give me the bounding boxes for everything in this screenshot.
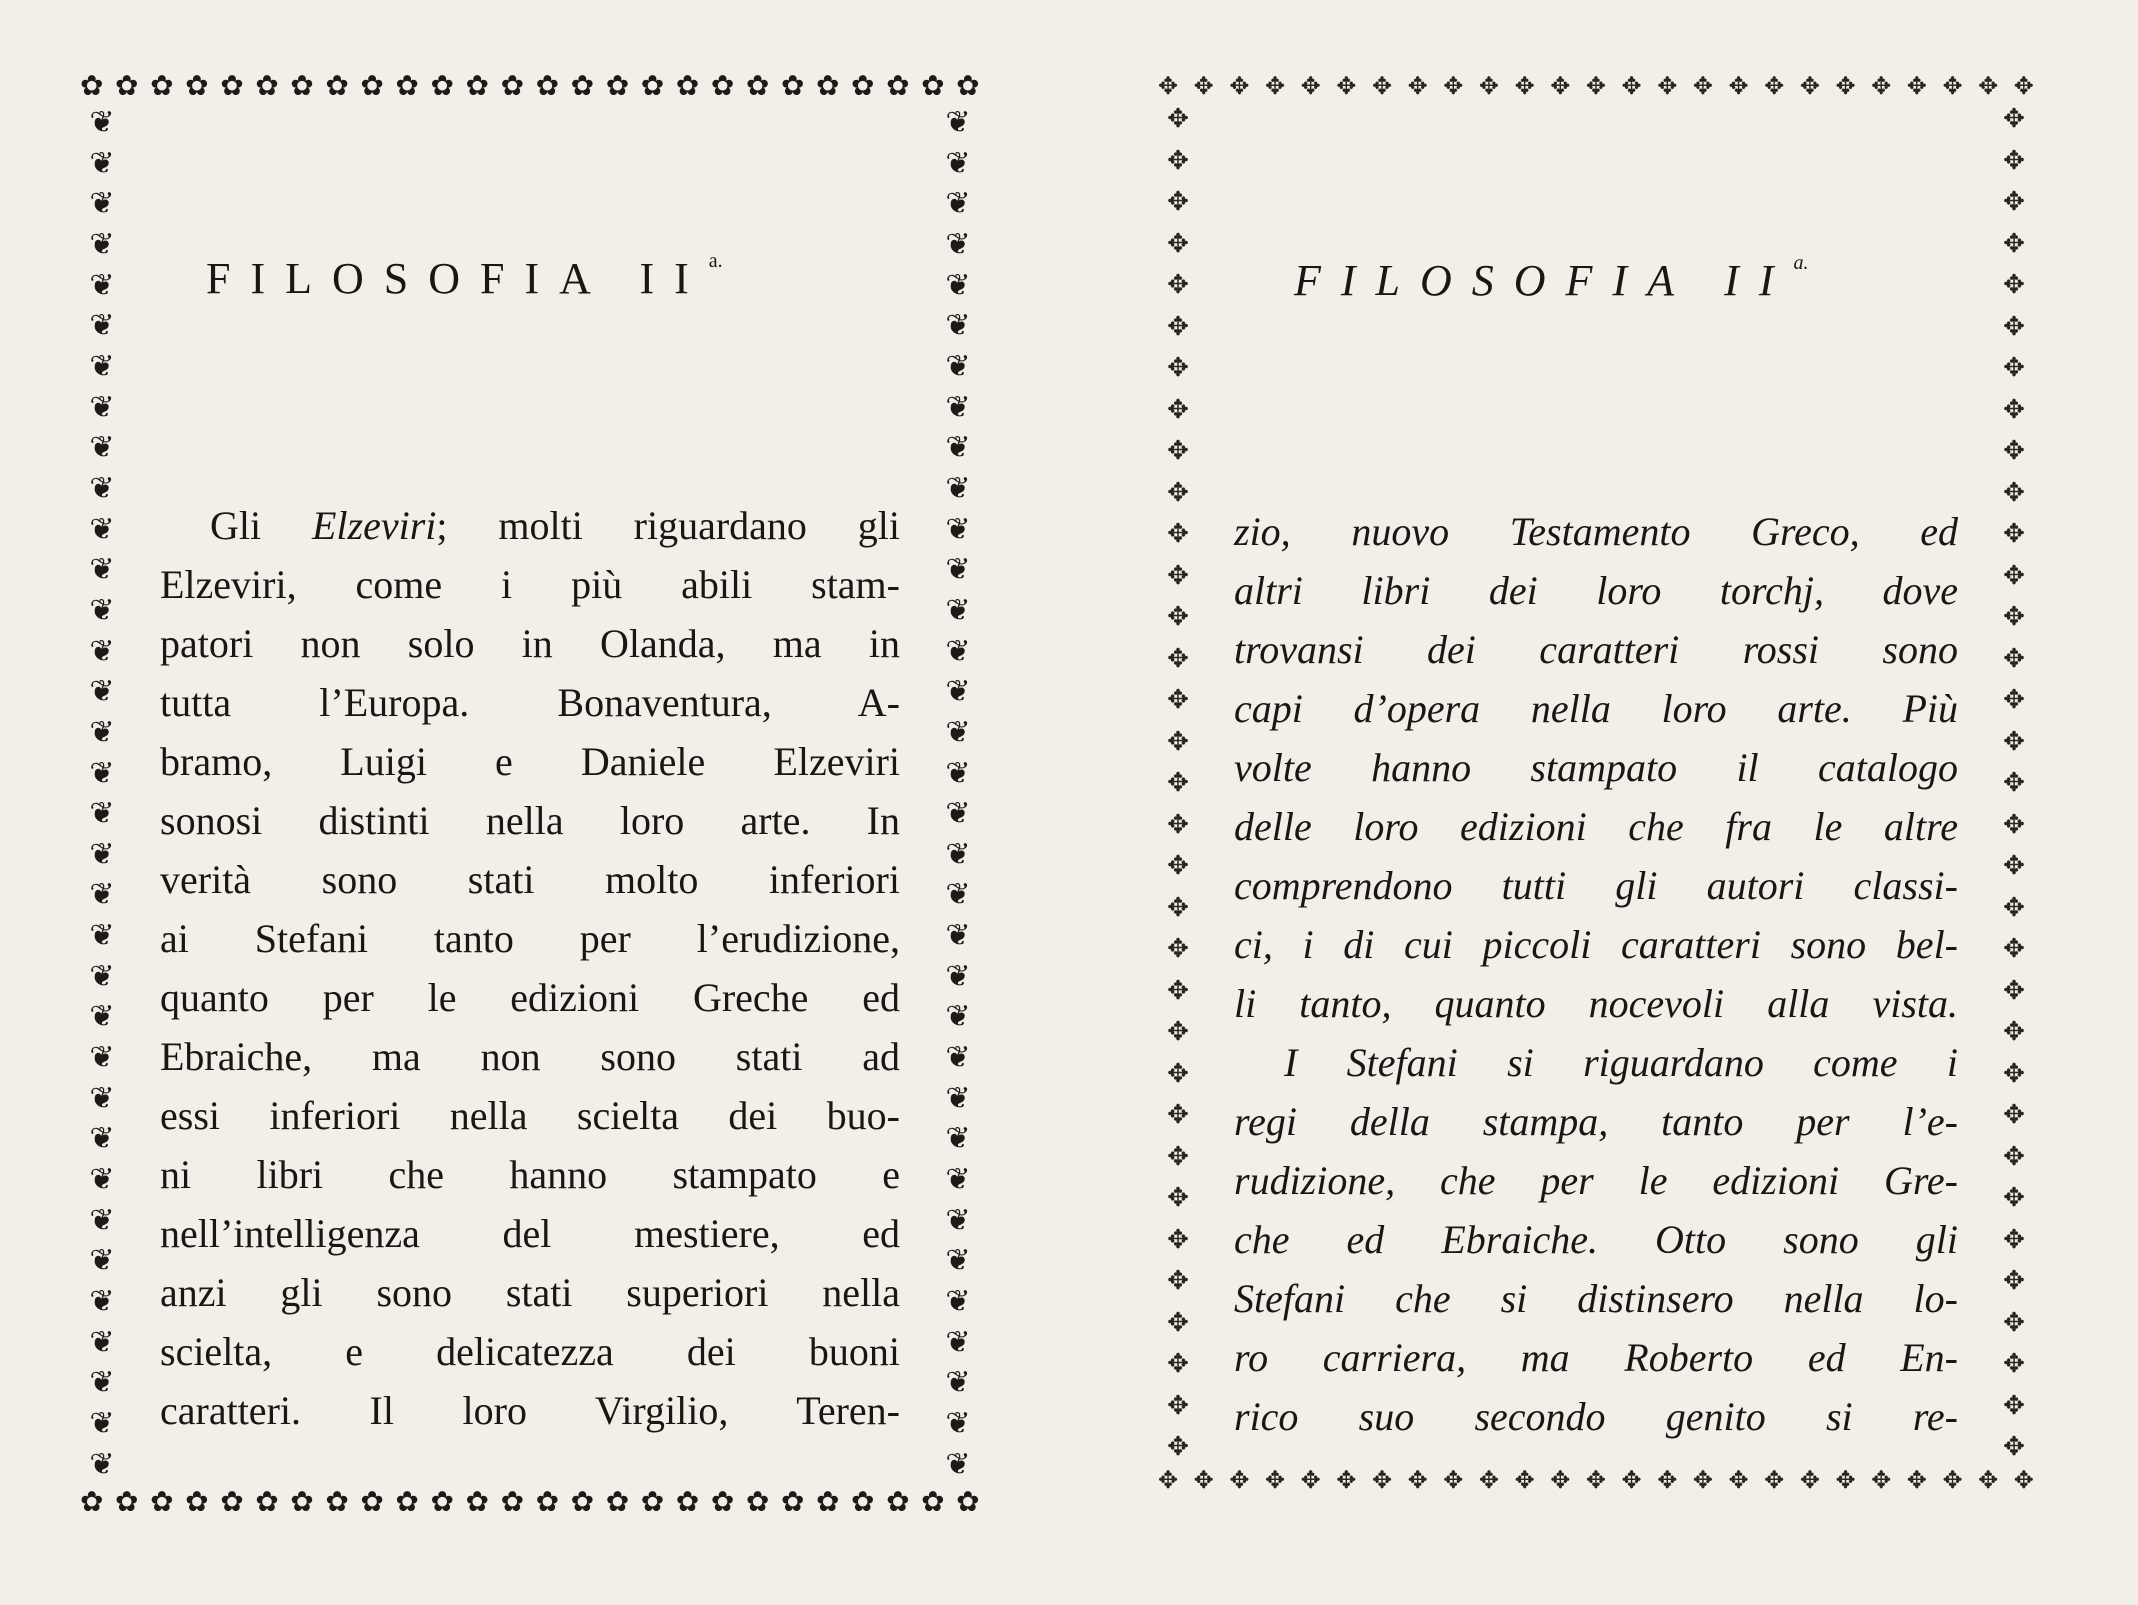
border-ornament-icon: ✿: [325, 69, 349, 102]
border-ornament-icon: ❦: [89, 1040, 115, 1076]
border-ornament-icon: ✿: [220, 69, 244, 102]
border-ornament-icon: ✿: [886, 69, 910, 102]
border-ornament-icon: ✥: [1906, 1466, 1927, 1494]
text-line: Ebraiche, ma non sono stati ad: [160, 1034, 900, 1079]
text-line: Stefani che si distinsero nella lo-: [1234, 1276, 1958, 1321]
border-ornament-icon: ✥: [1167, 1017, 1189, 1047]
border-ornament-icon: ❦: [945, 877, 971, 913]
border-ornament-icon: ✥: [1371, 1466, 1393, 1494]
border-ornament-icon: ✥: [1193, 1466, 1214, 1494]
border-ornament-icon: ✥: [1906, 72, 1927, 100]
border-ornament-icon: ✥: [1167, 477, 1189, 508]
border-ornament-icon: ✥: [1167, 436, 1189, 466]
border-ornament-icon: ❦: [89, 145, 115, 181]
border-ornament-icon: ✥: [1167, 643, 1189, 674]
border-ornament-icon: ❦: [945, 836, 971, 872]
border-ornament-icon: ✥: [2003, 519, 2025, 549]
border-ornament-icon: ✥: [1692, 1466, 1713, 1494]
border-ornament-icon: ✥: [1336, 1466, 1357, 1494]
border-ornament-icon: ✿: [465, 1485, 489, 1518]
right-page-border-bottom: [1158, 1460, 2034, 1500]
border-ornament-icon: ❦: [945, 592, 971, 628]
border-ornament-icon: ✥: [1167, 768, 1189, 798]
border-ornament-icon: ✥: [2003, 851, 2025, 881]
border-ornament-icon: ✥: [2003, 1100, 2025, 1130]
border-ornament-icon: ❦: [945, 226, 971, 262]
border-ornament-icon: ✿: [745, 1485, 770, 1518]
border-ornament-icon: ❦: [89, 1324, 115, 1360]
border-ornament-icon: ✿: [851, 1485, 875, 1518]
left-page-border-left: [80, 108, 124, 1480]
border-ornament-icon: ✥: [2003, 809, 2025, 840]
border-ornament-icon: ✥: [1167, 1141, 1189, 1172]
border-ornament-icon: ❦: [945, 1080, 971, 1116]
border-ornament-icon: ✿: [290, 1485, 314, 1518]
border-ornament-icon: ❦: [945, 674, 971, 710]
border-ornament-icon: ✥: [1167, 1183, 1189, 1213]
left-heading-text: FILOSOFIA II: [206, 254, 709, 303]
border-ornament-icon: ❦: [89, 1121, 115, 1157]
border-ornament-icon: ✿: [185, 69, 209, 102]
border-ornament-icon: ✥: [2003, 228, 2025, 259]
border-ornament-icon: ✿: [815, 1485, 840, 1518]
border-ornament-icon: ✥: [1514, 1466, 1535, 1494]
border-ornament-icon: ✥: [1371, 72, 1393, 100]
border-ornament-icon: ❦: [945, 1243, 971, 1279]
border-ornament-icon: ✥: [1692, 72, 1713, 100]
border-ornament-icon: ✿: [921, 1485, 945, 1518]
border-ornament-icon: ✥: [1550, 72, 1571, 100]
border-ornament-icon: ✿: [255, 1485, 279, 1518]
border-ornament-icon: ✥: [2003, 975, 2025, 1006]
border-ornament-icon: ✥: [1167, 1266, 1189, 1296]
border-ornament-icon: ✥: [1167, 228, 1189, 259]
text-line: essi inferiori nella scielta dei buo-: [160, 1093, 900, 1138]
border-ornament-icon: ✿: [886, 1485, 910, 1518]
text-line: li tanto, quanto nocevoli alla vista.: [1234, 981, 1958, 1026]
border-ornament-icon: ✥: [1942, 72, 1963, 100]
border-ornament-icon: ✥: [1167, 1224, 1189, 1255]
text-line: comprendono tutti gli autori classi-: [1234, 863, 1958, 908]
border-ornament-icon: ✥: [1621, 1466, 1642, 1494]
border-ornament-icon: ✥: [1407, 1466, 1428, 1494]
border-ornament-icon: ✥: [2003, 1349, 2025, 1379]
border-ornament-icon: ❦: [945, 186, 971, 222]
border-ornament-icon: ✿: [535, 69, 560, 102]
border-ornament-icon: ✿: [115, 69, 139, 102]
border-ornament-icon: ✥: [1585, 72, 1606, 100]
border-ornament-icon: ✥: [1443, 1466, 1464, 1494]
border-ornament-icon: ❦: [945, 1446, 971, 1480]
border-ornament-icon: ✿: [150, 69, 174, 102]
border-ornament-icon: ❦: [945, 755, 971, 791]
border-ornament-icon: ✥: [1167, 934, 1189, 964]
border-ornament-icon: ❦: [945, 552, 971, 588]
border-ornament-icon: ❦: [89, 552, 115, 588]
border-ornament-icon: ❦: [89, 592, 115, 628]
border-ornament-icon: ✥: [1799, 1466, 1820, 1494]
border-ornament-icon: ✿: [570, 1485, 595, 1518]
border-ornament-icon: ❦: [89, 1162, 115, 1198]
text-line: scielta, e delicatezza dei buoni: [160, 1329, 900, 1374]
border-ornament-icon: ✥: [1300, 1466, 1321, 1494]
border-ornament-icon: ❦: [945, 1365, 971, 1401]
border-ornament-icon: ✥: [1167, 726, 1189, 757]
border-ornament-icon: ✥: [1264, 1466, 1286, 1494]
text-line: rudizione, che per le edizioni Gre-: [1234, 1158, 1958, 1203]
border-ornament-icon: ✥: [1167, 685, 1189, 715]
text-line: sonosi distinti nella loro arte. In: [160, 798, 900, 843]
border-ornament-icon: ❦: [945, 796, 971, 832]
text-line: zio, nuovo Testamento Greco, ed: [1234, 509, 1958, 554]
border-ornament-icon: ✥: [1478, 1466, 1500, 1494]
border-ornament-icon: ✥: [1657, 72, 1678, 100]
border-ornament-icon: ✿: [395, 1485, 419, 1518]
border-ornament-icon: ❦: [945, 1162, 971, 1198]
border-ornament-icon: ✥: [2003, 106, 2025, 134]
border-ornament-icon: ❦: [945, 958, 971, 994]
left-page-heading: [206, 250, 723, 304]
left-page-border-bottom: [80, 1480, 980, 1524]
border-ornament-icon: ✿: [360, 69, 384, 102]
border-ornament-icon: ❦: [89, 958, 115, 994]
border-ornament-icon: ❦: [945, 389, 971, 425]
border-ornament-icon: ✥: [2003, 685, 2025, 715]
border-ornament-icon: ✥: [2003, 311, 2025, 342]
border-ornament-icon: ✿: [710, 1485, 735, 1518]
border-ornament-icon: ❦: [89, 633, 115, 669]
border-ornament-icon: ✥: [1657, 1466, 1678, 1494]
border-ornament-icon: ❦: [945, 1121, 971, 1157]
border-ornament-icon: ✥: [1167, 187, 1189, 217]
border-ornament-icon: ✥: [2003, 602, 2025, 632]
right-heading-sup: a.: [1793, 252, 1809, 274]
border-ornament-icon: ✿: [290, 69, 314, 102]
right-page-border-right: [1994, 106, 2034, 1460]
text-line: Elzeviri, come i più abili stam-: [160, 562, 900, 607]
border-ornament-icon: ❦: [945, 145, 971, 181]
text-line: quanto per le edizioni Greche ed: [160, 975, 900, 1020]
border-ornament-icon: ✥: [1478, 72, 1500, 100]
border-ornament-icon: ✥: [1167, 353, 1189, 383]
border-ornament-icon: ✿: [605, 69, 630, 102]
border-ornament-icon: ❦: [945, 918, 971, 954]
border-ornament-icon: ✿: [430, 69, 454, 102]
text-line: altri libri dei loro torchj, dove: [1234, 568, 1958, 613]
border-ornament-icon: ✥: [1167, 560, 1189, 591]
border-ornament-icon: ❦: [89, 755, 115, 791]
border-ornament-icon: ✥: [1167, 809, 1189, 840]
border-ornament-icon: ✿: [780, 69, 805, 102]
border-ornament-icon: ✥: [2003, 1224, 2025, 1255]
border-ornament-icon: ✥: [1167, 519, 1189, 549]
border-ornament-icon: ✿: [640, 1485, 665, 1518]
border-ornament-icon: ✿: [430, 1485, 454, 1518]
border-ornament-icon: ✥: [1167, 851, 1189, 881]
border-ornament-icon: ✿: [851, 69, 875, 102]
border-ornament-icon: ✥: [1167, 270, 1189, 300]
text-line: patori non solo in Olanda, ma in: [160, 621, 900, 666]
text-line: ro carriera, ma Roberto ed En-: [1234, 1335, 1958, 1380]
border-ornament-icon: ❦: [89, 389, 115, 425]
border-ornament-icon: ❦: [945, 511, 971, 547]
border-ornament-icon: ✿: [815, 69, 840, 102]
border-ornament-icon: ❦: [89, 1243, 115, 1279]
text-line: bramo, Luigi e Daniele Elzeviri: [160, 739, 900, 784]
border-ornament-icon: ✥: [1167, 1390, 1189, 1421]
border-ornament-icon: ✥: [1871, 72, 1892, 100]
border-ornament-icon: ✿: [745, 69, 770, 102]
text-line: ci, i di cui piccoli caratteri sono bel-: [1234, 922, 1958, 967]
border-ornament-icon: ✥: [2003, 1432, 2025, 1460]
border-ornament-icon: ✿: [605, 1485, 630, 1518]
border-ornament-icon: ✥: [2013, 72, 2034, 100]
border-ornament-icon: ❦: [89, 470, 115, 506]
border-ornament-icon: ✥: [1167, 892, 1189, 923]
border-ornament-icon: ✥: [1336, 72, 1357, 100]
border-ornament-icon: ✿: [780, 1485, 805, 1518]
left-heading-sup: a.: [708, 250, 723, 272]
border-ornament-icon: ✥: [1550, 1466, 1571, 1494]
right-heading-text: FILOSOFIA II: [1294, 256, 1794, 305]
border-ornament-icon: ✥: [2003, 560, 2025, 591]
border-ornament-icon: ✥: [2003, 1307, 2025, 1338]
border-ornament-icon: ✿: [500, 69, 525, 102]
border-ornament-icon: ❦: [89, 186, 115, 222]
text-line: ni libri che hanno stampato e: [160, 1152, 900, 1197]
border-ornament-icon: ❦: [89, 226, 115, 262]
border-ornament-icon: ✿: [710, 69, 735, 102]
border-ornament-icon: ✿: [956, 69, 980, 102]
border-ornament-icon: ✥: [1167, 311, 1189, 342]
border-ornament-icon: ❦: [89, 308, 115, 344]
border-ornament-icon: ✥: [1167, 145, 1189, 176]
border-ornament-icon: ✿: [255, 69, 279, 102]
border-ornament-icon: ❦: [89, 1365, 115, 1401]
border-ornament-icon: ✥: [1835, 72, 1856, 100]
border-ornament-icon: ❦: [89, 714, 115, 750]
border-ornament-icon: ✥: [1799, 72, 1820, 100]
border-ornament-icon: ✥: [1229, 72, 1250, 100]
border-ornament-icon: ❦: [945, 430, 971, 466]
border-ornament-icon: ✥: [2003, 1183, 2025, 1213]
border-ornament-icon: ✥: [2003, 1017, 2025, 1047]
border-ornament-icon: ❦: [945, 470, 971, 506]
border-ornament-icon: ✥: [2003, 726, 2025, 757]
border-ornament-icon: ✿: [956, 1485, 980, 1518]
text-line: nell’intelligenza del mestiere, ed: [160, 1211, 900, 1256]
border-ornament-icon: ✥: [1167, 975, 1189, 1006]
border-ornament-icon: ✥: [1167, 1432, 1189, 1460]
border-ornament-icon: ✿: [80, 69, 104, 102]
border-ornament-icon: ✿: [395, 69, 419, 102]
text-line: Gli Elzeviri; molti riguardano gli: [210, 503, 900, 548]
border-ornament-icon: ✥: [1728, 1466, 1749, 1494]
border-ornament-icon: ❦: [89, 348, 115, 384]
text-line: caratteri. Il loro Virgilio, Teren-: [160, 1388, 900, 1433]
border-ornament-icon: ✥: [1942, 1466, 1963, 1494]
border-ornament-icon: ❦: [945, 1324, 971, 1360]
border-ornament-icon: ❦: [89, 1080, 115, 1116]
border-ornament-icon: ✿: [360, 1485, 384, 1518]
right-page: [1158, 66, 2034, 1500]
border-ornament-icon: ✥: [1167, 1058, 1189, 1089]
border-ornament-icon: ✥: [2003, 1058, 2025, 1089]
border-ornament-icon: ✿: [150, 1485, 174, 1518]
left-page: [80, 64, 980, 1524]
border-ornament-icon: ❦: [89, 1284, 115, 1320]
border-ornament-icon: ❦: [89, 1202, 115, 1238]
border-ornament-icon: ✥: [1621, 72, 1642, 100]
border-ornament-icon: ✥: [1167, 602, 1189, 632]
border-ornament-icon: ❦: [945, 308, 971, 344]
border-ornament-icon: ✥: [1728, 72, 1749, 100]
border-ornament-icon: ❦: [945, 1406, 971, 1441]
border-ornament-icon: ✿: [220, 1485, 244, 1518]
border-ornament-icon: ❦: [89, 1446, 115, 1480]
border-ornament-icon: ✥: [2003, 643, 2025, 674]
text-line: rico suo secondo genito si re-: [1234, 1394, 1958, 1439]
left-page-border-right: [936, 108, 980, 1480]
border-ornament-icon: ✥: [2013, 1466, 2034, 1494]
border-ornament-icon: ✥: [2003, 934, 2025, 964]
right-page-body: [1234, 502, 1958, 1446]
border-ornament-icon: ✥: [1978, 72, 1999, 100]
border-ornament-icon: ✥: [2003, 768, 2025, 798]
border-ornament-icon: ❦: [945, 1202, 971, 1238]
border-ornament-icon: ✿: [675, 69, 700, 102]
border-ornament-icon: ✿: [921, 69, 945, 102]
border-ornament-icon: ❦: [945, 267, 971, 303]
border-ornament-icon: ❦: [945, 999, 971, 1035]
border-ornament-icon: ✥: [1167, 106, 1189, 134]
text-line: ai Stefani tanto per l’erudizione,: [160, 916, 900, 961]
border-ornament-icon: ✥: [1871, 1466, 1892, 1494]
text-line: tutta l’Europa. Bonaventura, A-: [160, 680, 900, 725]
border-ornament-icon: ✥: [1264, 72, 1286, 100]
border-ornament-icon: ✥: [1514, 72, 1535, 100]
border-ornament-icon: ✥: [2003, 477, 2025, 508]
border-ornament-icon: ✿: [570, 69, 595, 102]
border-ornament-icon: ✥: [1167, 394, 1189, 425]
border-ornament-icon: ✥: [1835, 1466, 1856, 1494]
border-ornament-icon: ✥: [1167, 1307, 1189, 1338]
border-ornament-icon: ✥: [1158, 72, 1179, 100]
border-ornament-icon: ✥: [1167, 1349, 1189, 1379]
border-ornament-icon: ✥: [2003, 1390, 2025, 1421]
border-ornament-icon: ✥: [1585, 1466, 1606, 1494]
border-ornament-icon: ❦: [89, 1406, 115, 1441]
border-ornament-icon: ❦: [945, 1284, 971, 1320]
border-ornament-icon: ✿: [535, 1485, 560, 1518]
left-page-border-top: [80, 64, 980, 108]
border-ornament-icon: ✥: [2003, 1266, 2025, 1296]
border-ornament-icon: ✿: [80, 1485, 104, 1518]
border-ornament-icon: ✥: [2003, 270, 2025, 300]
border-ornament-icon: ✥: [1443, 72, 1464, 100]
text-line: I Stefani si riguardano come i: [1284, 1040, 1958, 1085]
border-ornament-icon: ✿: [675, 1485, 700, 1518]
border-ornament-icon: ❦: [945, 633, 971, 669]
border-ornament-icon: ✥: [2003, 394, 2025, 425]
border-ornament-icon: ✥: [2003, 1141, 2025, 1172]
text-line: delle loro edizioni che fra le altre: [1234, 804, 1958, 849]
text-line: verità sono stati molto inferiori: [160, 857, 900, 902]
border-ornament-icon: ✥: [1978, 1466, 1999, 1494]
text-line: trovansi dei caratteri rossi sono: [1234, 627, 1958, 672]
border-ornament-icon: ✿: [185, 1485, 209, 1518]
border-ornament-icon: ❦: [945, 348, 971, 384]
border-ornament-icon: ❦: [89, 430, 115, 466]
border-ornament-icon: ❦: [89, 267, 115, 303]
text-line: regi della stampa, tanto per l’e-: [1234, 1099, 1958, 1144]
border-ornament-icon: ✥: [1407, 72, 1428, 100]
border-ornament-icon: ❦: [89, 999, 115, 1035]
text-line: volte hanno stampato il catalogo: [1234, 745, 1958, 790]
right-page-border-top: [1158, 66, 2034, 106]
border-ornament-icon: ✿: [325, 1485, 349, 1518]
border-ornament-icon: ✥: [1764, 72, 1785, 100]
border-ornament-icon: ✥: [1193, 72, 1214, 100]
border-ornament-icon: ❦: [89, 511, 115, 547]
left-page-body: [160, 496, 900, 1440]
border-ornament-icon: ✥: [2003, 187, 2025, 217]
border-ornament-icon: ❦: [89, 918, 115, 954]
border-ornament-icon: ❦: [945, 108, 971, 140]
border-ornament-icon: ✿: [500, 1485, 525, 1518]
text-line: capi d’opera nella loro arte. Più: [1234, 686, 1958, 731]
border-ornament-icon: ❦: [89, 674, 115, 710]
border-ornament-icon: ❦: [945, 1040, 971, 1076]
text-line: anzi gli sono stati superiori nella: [160, 1270, 900, 1315]
border-ornament-icon: ✥: [1300, 72, 1321, 100]
border-ornament-icon: ✥: [2003, 892, 2025, 923]
border-ornament-icon: ✥: [1229, 1466, 1250, 1494]
border-ornament-icon: ❦: [945, 714, 971, 750]
border-ornament-icon: ✿: [640, 69, 665, 102]
text-line: che ed Ebraiche. Otto sono gli: [1234, 1217, 1958, 1262]
border-ornament-icon: ❦: [89, 108, 115, 140]
border-ornament-icon: ✥: [2003, 353, 2025, 383]
border-ornament-icon: ✥: [2003, 436, 2025, 466]
border-ornament-icon: ❦: [89, 836, 115, 872]
border-ornament-icon: ❦: [89, 877, 115, 913]
border-ornament-icon: ✿: [115, 1485, 139, 1518]
border-ornament-icon: ✥: [1158, 1466, 1179, 1494]
border-ornament-icon: ✿: [465, 69, 489, 102]
right-page-border-left: [1158, 106, 1198, 1460]
border-ornament-icon: ✥: [2003, 145, 2025, 176]
border-ornament-icon: ✥: [1764, 1466, 1785, 1494]
right-page-heading: [1294, 252, 1808, 306]
border-ornament-icon: ✥: [1167, 1100, 1189, 1130]
border-ornament-icon: ❦: [89, 796, 115, 832]
